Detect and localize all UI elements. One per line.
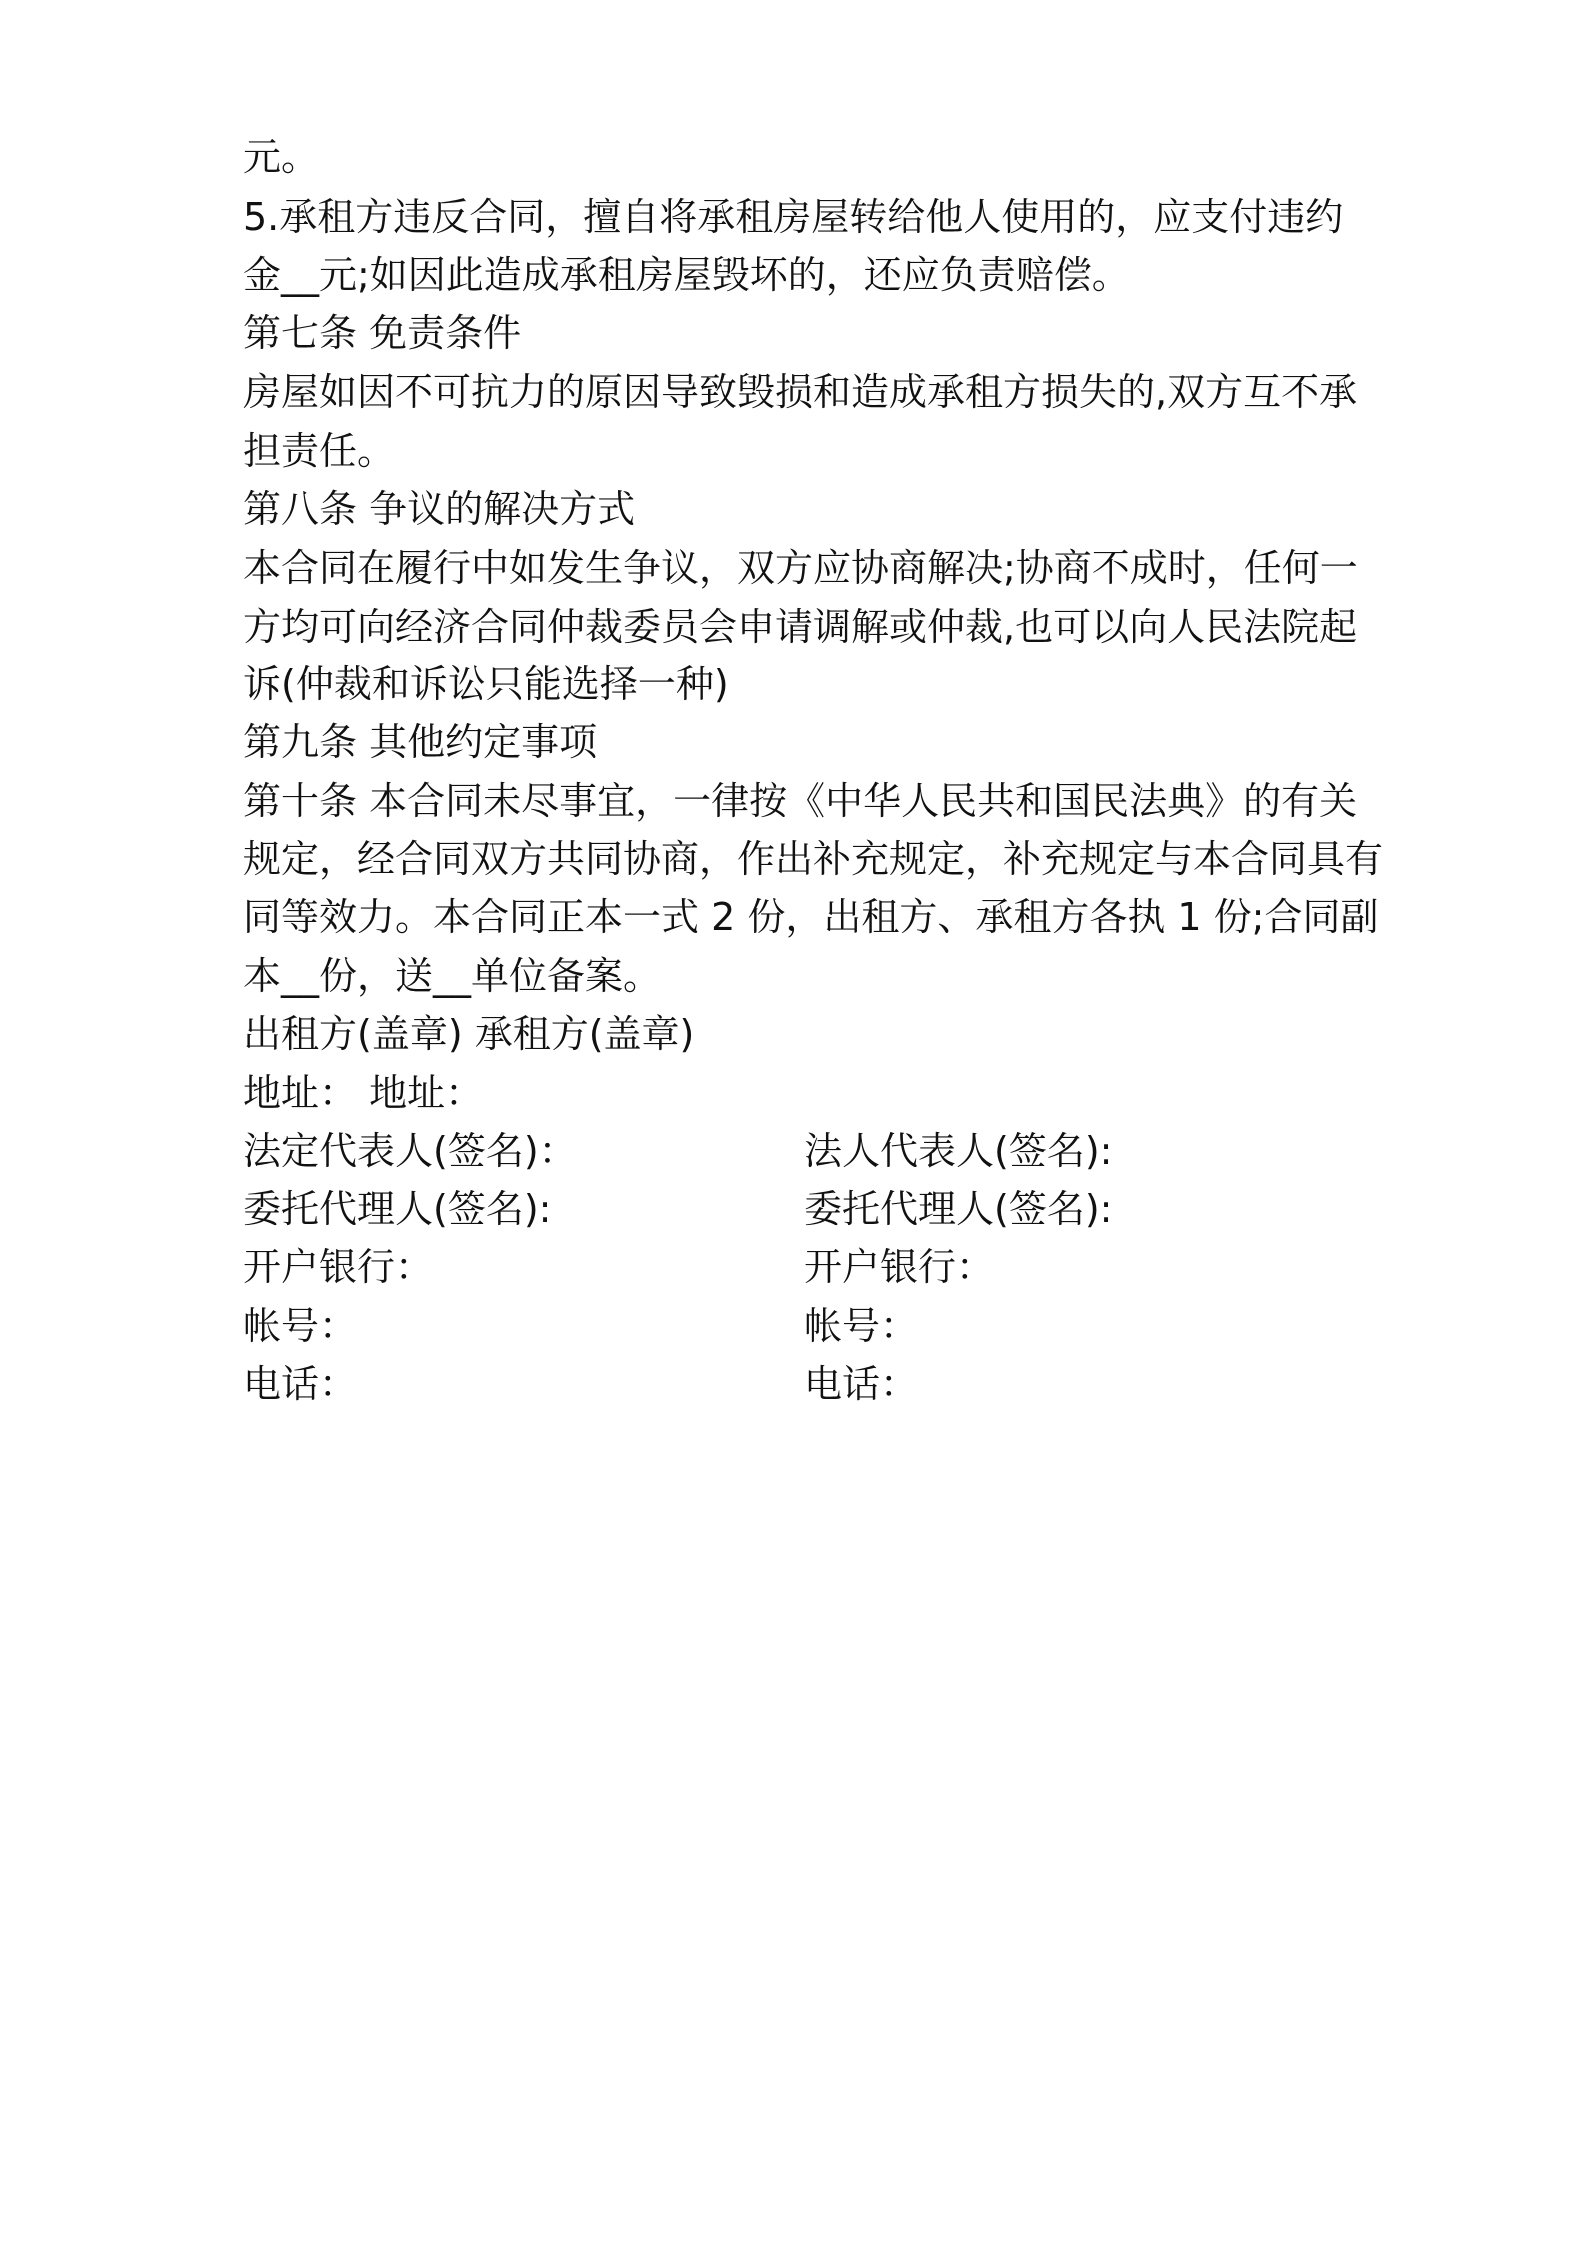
lessor-phone-label: 电话： xyxy=(243,1362,358,1406)
lessee-account-label: 帐号： xyxy=(804,1304,919,1348)
lessor-legal-rep-label: 法定代表人(签名)： xyxy=(243,1129,577,1173)
body-line: 诉(仲裁和诉讼只能选择一种) xyxy=(243,662,729,706)
body-line: 规定，经合同双方共同协商，作出补充规定，补充规定与本合同具有 xyxy=(243,837,1384,881)
body-line: 本__份，送__单位备案。 xyxy=(243,954,662,998)
body-line: 方均可向经济合同仲裁委员会申请调解或仲裁,也可以向人民法院起 xyxy=(243,605,1358,649)
lessee-phone-label: 电话： xyxy=(804,1362,919,1406)
section-heading: 第七条 免责条件 xyxy=(243,311,522,355)
section-heading: 第八条 争议的解决方式 xyxy=(243,487,636,531)
lessee-agent-label: 委托代理人(签名): xyxy=(804,1187,1113,1231)
lessor-agent-label: 委托代理人(签名): xyxy=(243,1187,552,1231)
body-line: 同等效力。本合同正本一式 2 份，出租方、承租方各执 1 份;合同副 xyxy=(243,895,1379,939)
seal-line: 出租方(盖章) 承租方(盖章) xyxy=(243,1012,695,1056)
lessee-bank-label: 开户银行： xyxy=(804,1245,995,1289)
body-line: 担责任。 xyxy=(243,429,396,473)
body-line: 金__元;如因此造成承租房屋毁坏的，还应负责赔偿。 xyxy=(243,253,1130,297)
body-line: 房屋如因不可抗力的原因导致毁损和造成承租方损失的,双方互不承 xyxy=(243,370,1358,414)
body-line: 本合同在履行中如发生争议，双方应协商解决;协商不成时，任何一 xyxy=(243,546,1358,590)
lessee-legal-rep-label: 法人代表人(签名): xyxy=(804,1129,1113,1173)
body-line: 第十条 本合同未尽事宜，一律按《中华人民共和国民法典》的有关 xyxy=(243,779,1358,823)
address-line: 地址： 地址： xyxy=(243,1071,484,1115)
lessor-account-label: 帐号： xyxy=(243,1304,358,1348)
section-heading: 第九条 其他约定事项 xyxy=(243,720,598,764)
lessor-bank-label: 开户银行： xyxy=(243,1245,434,1289)
body-line: 5.承租方违反合同，擅自将承租房屋转给他人使用的，应支付违约 xyxy=(243,195,1344,239)
body-line: 元。 xyxy=(243,135,320,179)
